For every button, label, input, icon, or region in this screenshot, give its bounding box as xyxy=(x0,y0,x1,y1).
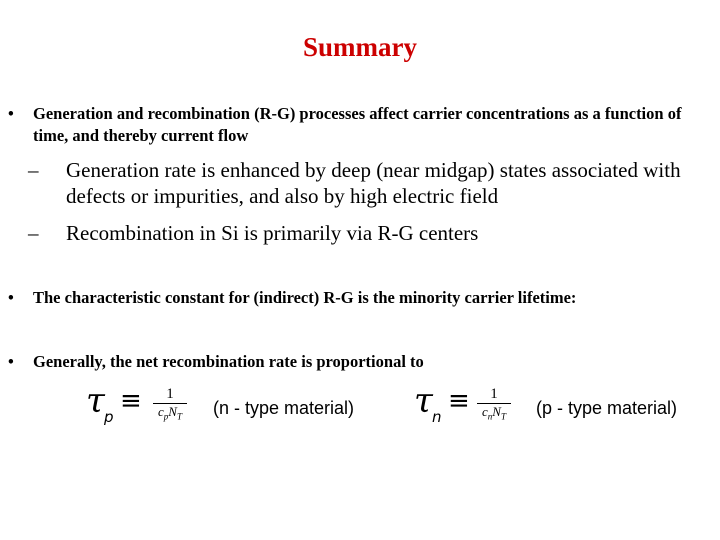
bullet-marker: • xyxy=(8,288,14,307)
bullet-item xyxy=(8,103,716,147)
denominator: $c_nN_T$ xyxy=(482,404,506,422)
material-condition: (n - type material) xyxy=(213,398,355,418)
tau-subscript: p xyxy=(104,408,114,426)
tau-symbol: τ xyxy=(414,381,433,421)
subbullet-marker: – xyxy=(28,158,39,182)
tau-subscript: n xyxy=(432,408,442,426)
bullet-marker: • xyxy=(8,104,14,123)
slide-title: Summary xyxy=(303,32,417,62)
bullet-text: Generation and recombination (R-G) processes affect carrier concentrations as a function of time, and thereby current flow xyxy=(33,104,682,145)
bullet-text: Generally, the net recombination rate is proportional to xyxy=(33,352,424,371)
lifetime-equation-p-type xyxy=(414,380,710,436)
subbullet-marker: – xyxy=(28,221,39,245)
subbullet-text: Generation rate is enhanced by deep (near midgap) states associated with defects or impurities, and also by high electric field xyxy=(66,158,681,208)
subbullet-text: Recombination in Si is primarily via R-G centers xyxy=(66,221,479,245)
bullet-text: The characteristic constant for (indirect) R-G is the minority carrier lifetime: xyxy=(33,288,577,307)
fraction xyxy=(152,386,188,425)
denominator: $c_pN_T$ xyxy=(158,404,182,422)
equivalence-sign: ≡ xyxy=(448,386,470,416)
bullet-marker: • xyxy=(8,352,14,371)
material-condition: (p - type material) xyxy=(536,398,678,418)
bullet-item xyxy=(8,351,716,373)
bullet-item xyxy=(8,287,716,309)
equivalence-sign: ≡ xyxy=(120,386,142,416)
numerator: 1 xyxy=(166,386,174,402)
subbullet-item xyxy=(28,157,718,209)
tau-symbol: τ xyxy=(86,381,105,421)
subbullet-item xyxy=(28,220,718,246)
numerator: 1 xyxy=(490,386,498,402)
lifetime-equation-n-type xyxy=(86,380,386,436)
fraction xyxy=(476,386,512,425)
